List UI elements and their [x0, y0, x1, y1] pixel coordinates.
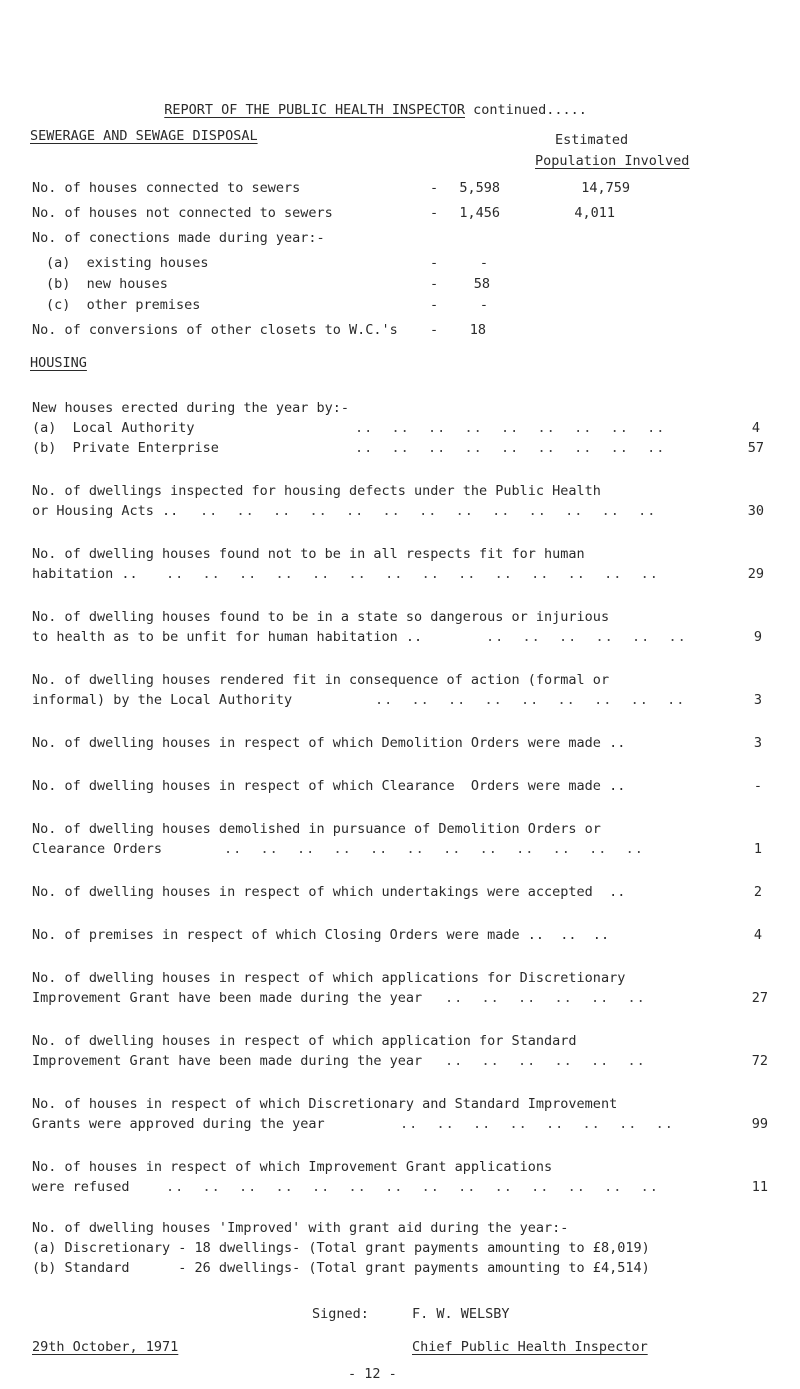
housing-item-line1: No. of premises in respect of which Closing Orders were made .. .. .. — [32, 927, 610, 943]
housing-heading: HOUSING — [30, 355, 87, 371]
sewerage-row-label: (b) new houses — [46, 276, 168, 292]
leader-dots: .. .. .. .. .. .. .. .. .. — [375, 692, 686, 708]
new-houses-value: 4 — [751, 420, 760, 436]
housing-item-line2: Grants were approved during the year — [32, 1116, 325, 1132]
report-date: 29th October, 1971 — [32, 1339, 179, 1355]
housing-item-line2: Improvement Grant have been made during the year — [32, 1053, 423, 1069]
housing-item-line1: No. of houses in respect of which Discretionary and Standard Improvement — [32, 1096, 618, 1112]
leader-dots: .. .. .. .. .. .. .. .. .. .. .. .. .. .. — [166, 1179, 659, 1195]
housing-item-value: 30 — [747, 503, 764, 519]
housing-item-line1: No. of dwelling houses in respect of which applications for Discretionary — [32, 970, 626, 986]
leader-dots: .. .. .. .. .. .. — [445, 990, 646, 1006]
housing-item-line1: No. of dwellings inspected for housing defects under the Public Health — [32, 483, 601, 499]
sewerage-row-dash: - — [430, 322, 439, 338]
sewerage-row-value: 18 — [469, 322, 486, 338]
sewerage-row-label: No. of conversions of other closets to W.C.'s — [32, 322, 398, 338]
sewerage-row-dash: - — [430, 276, 439, 292]
housing-item-line1: No. of dwelling houses in respect of which undertakings were accepted .. — [32, 884, 626, 900]
housing-item-line2: were refused — [32, 1179, 130, 1195]
housing-item-value: 9 — [753, 629, 762, 645]
sewerage-row-population: 14,759 — [581, 180, 630, 196]
new-houses-row-label: (b) Private Enterprise — [32, 440, 219, 456]
housing-item-line1: No. of dwelling houses rendered fit in consequence of action (formal or — [32, 672, 610, 688]
housing-item-value: 27 — [751, 990, 768, 1006]
leader-dots: .. .. .. .. .. .. .. .. .. .. .. .. — [224, 841, 644, 857]
sewerage-row-dash: - — [430, 255, 439, 271]
housing-item-line2: informal) by the Local Authority — [32, 692, 293, 708]
sewerage-row-dash: - — [430, 205, 439, 221]
sewerage-row-value: 1,456 — [459, 205, 500, 221]
sewerage-row-value: 5,598 — [459, 180, 500, 196]
leader-dots: .. .. .. .. .. .. .. .. .. .. .. .. .. .. — [166, 566, 659, 582]
leader-dots: .. .. .. .. .. .. — [486, 629, 687, 645]
sewerage-row-dash: - — [430, 297, 439, 313]
sewerage-row-label: (c) other premises — [46, 297, 201, 313]
continued-label: continued..... — [473, 102, 587, 118]
housing-item-line2: to health as to be unfit for human habitation .. — [32, 629, 423, 645]
housing-item-line1: No. of dwelling houses in respect of which Clearance Orders were made .. — [32, 778, 626, 794]
sewerage-row-label: No. of conections made during year:- — [32, 230, 325, 246]
sewerage-row-label: No. of houses not connected to sewers — [32, 205, 333, 221]
housing-item-value: 72 — [751, 1053, 768, 1069]
sewerage-row-value: - — [479, 297, 488, 313]
housing-item-line1: No. of houses in respect of which Improvement Grant applications — [32, 1159, 553, 1175]
housing-item-value: 29 — [747, 566, 764, 582]
sewerage-row-value: - — [479, 255, 488, 271]
leader-dots: .. .. .. .. .. .. .. .. — [400, 1116, 674, 1132]
report-title-row — [148, 86, 587, 118]
housing-item-line1: No. of dwelling houses demolished in pursuance of Demolition Orders or — [32, 821, 601, 837]
housing-item-value: 11 — [751, 1179, 768, 1195]
leader-dots: .. .. .. .. .. .. .. .. .. .. .. .. .. — [200, 503, 657, 519]
sewerage-row-label: (a) existing houses — [46, 255, 209, 271]
housing-item-value: 3 — [753, 692, 762, 708]
housing-item-line2: Clearance Orders — [32, 841, 163, 857]
new-houses-row-label: (a) Local Authority — [32, 420, 195, 436]
housing-item-line2: Improvement Grant have been made during the year — [32, 990, 423, 1006]
housing-item-line2: or Housing Acts .. — [32, 503, 179, 519]
sewerage-row-population: 4,011 — [574, 205, 615, 221]
leader-dots: .. .. .. .. .. .. .. .. .. — [355, 420, 666, 436]
housing-item-value: 99 — [751, 1116, 768, 1132]
housing-item-line2: habitation .. — [32, 566, 138, 582]
page-number: - 12 - — [348, 1366, 397, 1382]
housing-item-line1: No. of dwelling houses in respect of which application for Standard — [32, 1033, 577, 1049]
sewerage-row-label: No. of houses connected to sewers — [32, 180, 301, 196]
housing-item-line1: No. of dwelling houses found not to be in all respects fit for human — [32, 546, 585, 562]
housing-item-line1: No. of dwelling houses found to be in a state so dangerous or injurious — [32, 609, 610, 625]
housing-item-value: 3 — [753, 735, 762, 751]
estimated-heading: Estimated — [555, 132, 629, 148]
housing-item-line1: No. of dwelling houses in respect of which Demolition Orders were made .. — [32, 735, 626, 751]
sewerage-row-value: 58 — [473, 276, 490, 292]
improved-row: (a) Discretionary - 18 dwellings- (Total grant payments amounting to £8,019) — [32, 1240, 650, 1256]
population-heading: Population Involved — [535, 153, 690, 169]
housing-item-value: 2 — [753, 884, 762, 900]
sewerage-heading: SEWERAGE AND SEWAGE DISPOSAL — [30, 128, 258, 144]
housing-item-value: 4 — [753, 927, 762, 943]
housing-item-value: 1 — [753, 841, 762, 857]
sewerage-row-dash: - — [430, 180, 439, 196]
improved-label: No. of dwelling houses 'Improved' with grant aid during the year:- — [32, 1220, 569, 1236]
signatory-position: Chief Public Health Inspector — [412, 1339, 648, 1355]
improved-row: (b) Standard - 26 dwellings- (Total grant payments amounting to £4,514) — [32, 1260, 650, 1276]
new-houses-value: 57 — [747, 440, 764, 456]
leader-dots: .. .. .. .. .. .. .. .. .. — [355, 440, 666, 456]
housing-item-value: - — [753, 778, 762, 794]
leader-dots: .. .. .. .. .. .. — [445, 1053, 646, 1069]
report-title: REPORT OF THE PUBLIC HEALTH INSPECTOR — [164, 102, 465, 118]
signed-label: Signed: — [312, 1306, 369, 1322]
signed-name: F. W. WELSBY — [412, 1306, 510, 1322]
new-houses-label: New houses erected during the year by:- — [32, 400, 349, 416]
